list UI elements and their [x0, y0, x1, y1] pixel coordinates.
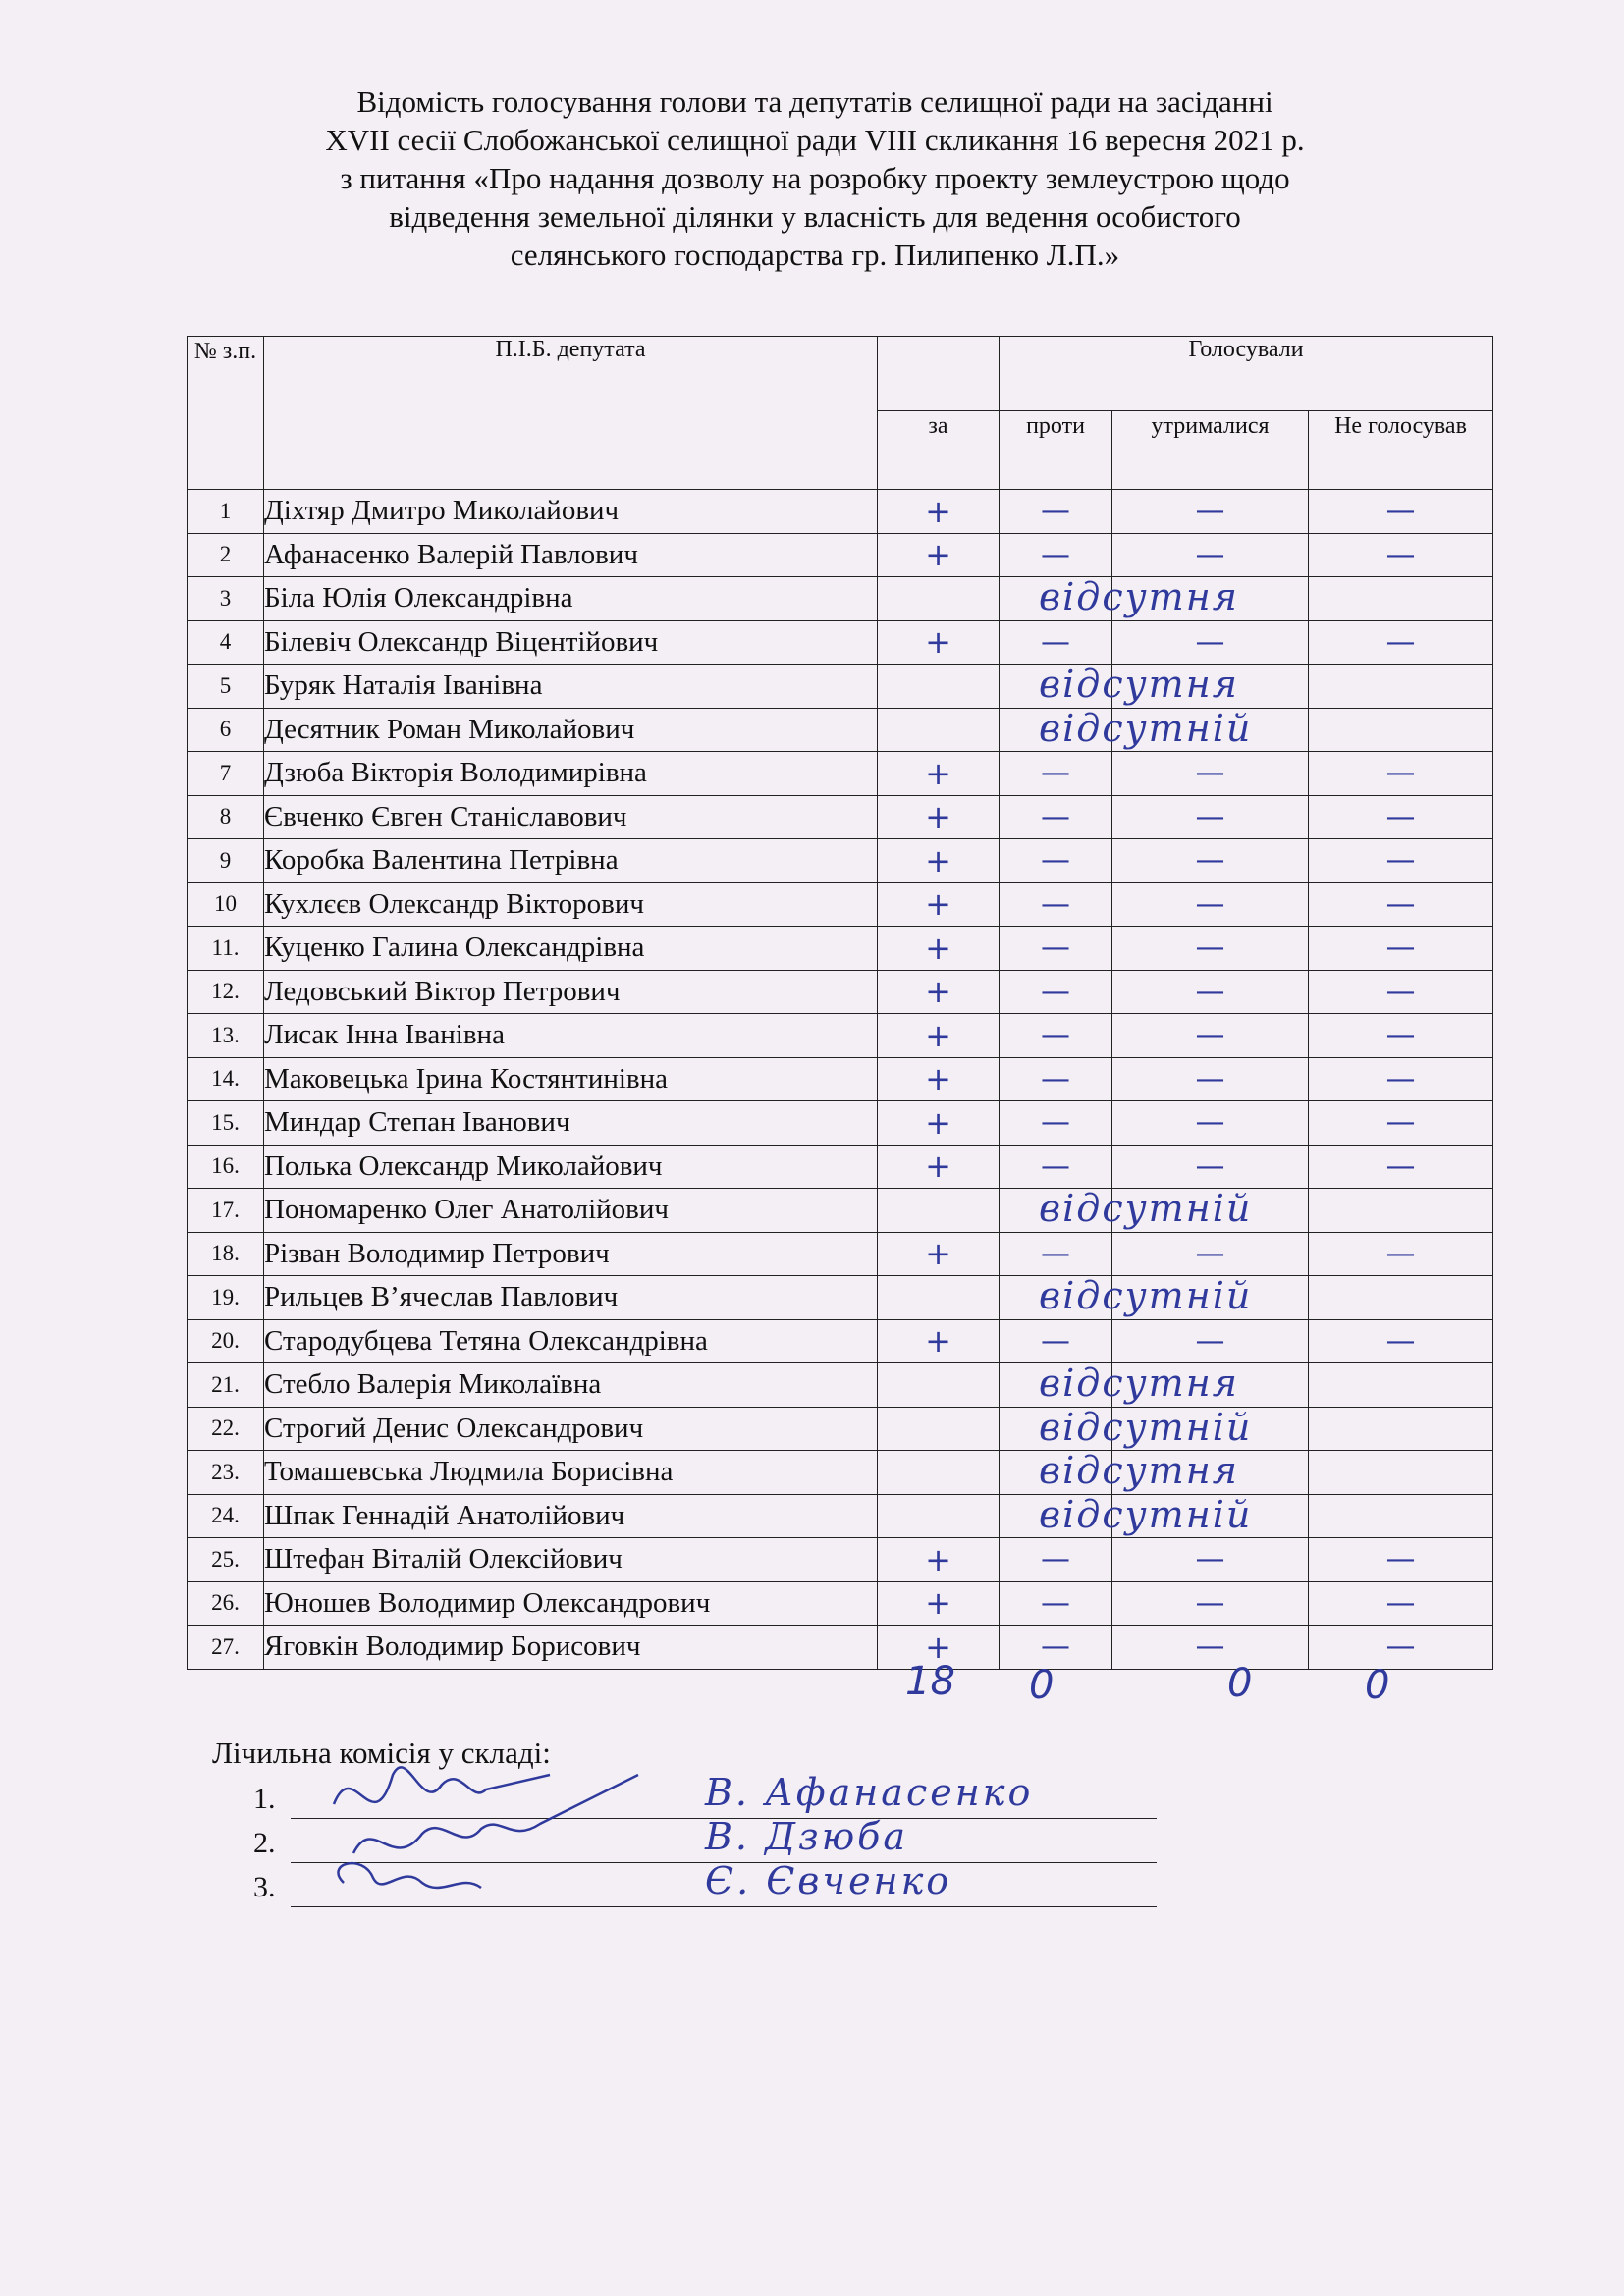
table-row [188, 1538, 1493, 1582]
for-cell [878, 1014, 1000, 1058]
absent-mark [878, 1276, 1000, 1320]
absent-mark [878, 1494, 1000, 1538]
deputy-name: Стебло Валерія Миколаївна [264, 1363, 878, 1408]
deputy-name: Білевіч Олександр Віцентійович [264, 620, 878, 665]
vote-not-voted-mark: — [1385, 1236, 1416, 1271]
table-row [188, 620, 1493, 665]
vote-not-voted-mark: — [1385, 494, 1416, 529]
abstained-cell [1112, 620, 1309, 665]
abstained-cell [1112, 1581, 1309, 1626]
for-cell [878, 1232, 1000, 1276]
deputy-name: Дзюба Вікторія Володимирівна [264, 752, 878, 796]
for-cell [878, 795, 1000, 839]
vote-for-mark: + [925, 1628, 951, 1666]
not-voted-cell [1309, 927, 1493, 971]
against-cell [1000, 927, 1112, 971]
header-number: № з.п. [188, 337, 264, 490]
vote-against-mark: — [1041, 1236, 1070, 1271]
table-row [188, 1057, 1493, 1101]
vote-against-mark: — [1041, 1105, 1070, 1141]
not-voted-cell [1309, 752, 1493, 796]
vote-not-voted-mark: — [1385, 1542, 1416, 1577]
header-for: за [878, 411, 1000, 490]
abstained-cell [1112, 1145, 1309, 1189]
table-row [188, 1014, 1493, 1058]
vote-for-mark: + [925, 1016, 951, 1054]
deputy-name: Рильцев В’ячеслав Павлович [264, 1276, 878, 1320]
not-voted-cell [1309, 490, 1493, 534]
vote-against-mark: — [1041, 624, 1070, 660]
absent-cell [1000, 575, 1239, 621]
row-number: 14. [188, 1057, 264, 1101]
not-voted-cell [1309, 533, 1493, 577]
deputy-name: Ледовський Віктор Петрович [264, 970, 878, 1014]
against-cell [1000, 839, 1112, 883]
row-number: 13. [188, 1014, 264, 1058]
row-number: 26. [188, 1581, 264, 1626]
vote-abstained-mark: — [1195, 1236, 1225, 1271]
vote-not-voted-mark: — [1385, 1323, 1416, 1359]
for-cell [878, 1581, 1000, 1626]
deputy-name: Строгий Денис Олександрович [264, 1407, 878, 1451]
against-cell [1000, 795, 1112, 839]
header-voted: Голосували [1000, 337, 1493, 411]
for-cell [878, 490, 1000, 534]
signature-3 [338, 1863, 481, 1888]
vote-against-mark: — [1041, 1148, 1070, 1184]
against-cell [1000, 1232, 1112, 1276]
deputy-name: Маковецька Ірина Костянтинівна [264, 1057, 878, 1101]
table-row [188, 490, 1493, 534]
table-row [188, 1451, 1493, 1495]
row-number: 27. [188, 1626, 264, 1670]
row-number: 22. [188, 1407, 264, 1451]
vote-against-mark: — [1041, 1542, 1070, 1577]
title-line: XVII сесії Слобожанської селищної ради VIII скликання 16 вересня 2021 р. [325, 123, 1305, 157]
voting-table [187, 336, 1493, 1670]
abstained-cell [1112, 1319, 1309, 1363]
vote-not-voted-mark: — [1385, 799, 1416, 834]
deputy-name: Юношев Володимир Олександрович [264, 1581, 878, 1626]
vote-for-mark: + [925, 623, 951, 662]
not-voted-cell [1309, 1101, 1493, 1146]
deputy-name: Томашевська Людмила Борисівна [264, 1451, 878, 1495]
against-cell [1000, 1057, 1112, 1101]
absent-cell [1000, 1362, 1239, 1408]
row-number: 7 [188, 752, 264, 796]
row-number: 16. [188, 1145, 264, 1189]
table-row [188, 1407, 1493, 1451]
absent-note: відсутня [1039, 663, 1239, 706]
against-cell [1000, 490, 1112, 534]
vote-for-mark: + [925, 1148, 951, 1186]
not-voted-cell [1309, 708, 1493, 752]
row-number: 17. [188, 1189, 264, 1233]
vote-for-mark: + [925, 1235, 951, 1273]
for-cell [878, 1057, 1000, 1101]
not-voted-cell [1309, 1014, 1493, 1058]
against-cell [1000, 533, 1112, 577]
deputy-name: Діхтяр Дмитро Миколайович [264, 490, 878, 534]
deputy-name: Десятник Роман Миколайович [264, 708, 878, 752]
row-number: 20. [188, 1319, 264, 1363]
row-number: 18. [188, 1232, 264, 1276]
table-row [188, 1581, 1493, 1626]
signature-1 [334, 1767, 550, 1804]
vote-against-mark: — [1041, 1018, 1070, 1053]
total-abstained: 0 [1227, 1661, 1253, 1706]
vote-for-mark: + [925, 1103, 951, 1142]
table-row [188, 752, 1493, 796]
vote-for-mark: + [925, 1584, 951, 1623]
row-number: 9 [188, 839, 264, 883]
vote-abstained-mark: — [1195, 1542, 1225, 1577]
row-number: 12. [188, 970, 264, 1014]
vote-not-voted-mark: — [1385, 537, 1416, 572]
commission-label: Лічильна комісія у складі: [212, 1735, 551, 1770]
abstained-cell [1112, 1101, 1309, 1146]
abstained-cell [1112, 839, 1309, 883]
row-number: 15. [188, 1101, 264, 1146]
absent-cell [1000, 1405, 1253, 1451]
deputy-name: Штефан Віталій Олексійович [264, 1538, 878, 1582]
deputy-name: Афанасенко Валерій Павлович [264, 533, 878, 577]
against-cell [1000, 1319, 1112, 1363]
absent-mark [878, 665, 1000, 709]
row-number: 5 [188, 665, 264, 709]
vote-totals [893, 1659, 1483, 1708]
for-cell [878, 970, 1000, 1014]
vote-not-voted-mark: — [1385, 1148, 1416, 1184]
vote-for-mark: + [925, 841, 951, 880]
deputy-name: Куценко Галина Олександрівна [264, 927, 878, 971]
vote-abstained-mark: — [1195, 974, 1225, 1009]
header-abstained: утрималися [1112, 411, 1309, 490]
deputy-name: Полька Олександр Миколайович [264, 1145, 878, 1189]
table-row [188, 927, 1493, 971]
member-number: 2. [253, 1827, 276, 1859]
for-cell [878, 1101, 1000, 1146]
member-number: 1. [253, 1783, 276, 1815]
not-voted-cell [1309, 1145, 1493, 1189]
table-row [188, 1232, 1493, 1276]
row-number: 1 [188, 490, 264, 534]
member-name: В. Афанасенко [705, 1771, 1034, 1814]
row-number: 10 [188, 882, 264, 927]
vote-for-mark: + [925, 973, 951, 1011]
table-row [188, 708, 1493, 752]
vote-not-voted-mark: — [1385, 1061, 1416, 1096]
row-number: 21. [188, 1363, 264, 1408]
abstained-cell [1112, 970, 1309, 1014]
vote-abstained-mark: — [1195, 494, 1225, 529]
against-cell [1000, 1145, 1112, 1189]
absent-note: відсутній [1039, 1187, 1253, 1230]
table-row [188, 795, 1493, 839]
total-not-voted: 0 [1365, 1663, 1390, 1708]
not-voted-cell [1309, 1538, 1493, 1582]
for-cell [878, 533, 1000, 577]
table-row [188, 1189, 1493, 1233]
total-against: 0 [1029, 1663, 1055, 1708]
vote-abstained-mark: — [1195, 1018, 1225, 1053]
vote-against-mark: — [1041, 756, 1070, 791]
vote-against-mark: — [1041, 799, 1070, 834]
not-voted-cell [1309, 1581, 1493, 1626]
vote-for-mark: + [925, 754, 951, 792]
deputy-name: Різван Володимир Петрович [264, 1232, 878, 1276]
against-cell [1000, 1581, 1112, 1626]
deputy-name: Пономаренко Олег Анатолійович [264, 1189, 878, 1233]
vote-abstained-mark: — [1195, 537, 1225, 572]
against-cell [1000, 1538, 1112, 1582]
for-cell [878, 752, 1000, 796]
not-voted-cell [1309, 1232, 1493, 1276]
against-cell [1000, 970, 1112, 1014]
against-cell [1000, 882, 1112, 927]
not-voted-cell [1309, 1276, 1493, 1320]
document-title [167, 82, 1463, 274]
vote-abstained-mark: — [1195, 1585, 1225, 1621]
member-name: Є. Євченко [705, 1859, 952, 1902]
abstained-cell [1112, 1057, 1309, 1101]
against-cell [1000, 1014, 1112, 1058]
abstained-cell [1112, 795, 1309, 839]
not-voted-cell [1309, 620, 1493, 665]
not-voted-cell [1309, 882, 1493, 927]
row-number: 2 [188, 533, 264, 577]
vote-not-voted-mark: — [1385, 843, 1416, 879]
not-voted-cell [1309, 795, 1493, 839]
abstained-cell [1112, 752, 1309, 796]
vote-abstained-mark: — [1195, 756, 1225, 791]
member-number: 3. [253, 1871, 276, 1903]
vote-abstained-mark: — [1195, 1105, 1225, 1141]
not-voted-cell [1309, 1057, 1493, 1101]
row-number: 23. [188, 1451, 264, 1495]
deputy-name: Лисак Інна Іванівна [264, 1014, 878, 1058]
not-voted-cell [1309, 1189, 1493, 1233]
absent-note: відсутній [1039, 1492, 1253, 1536]
absent-mark [878, 1407, 1000, 1451]
absent-note: відсутній [1039, 706, 1253, 750]
absent-note: відсутня [1039, 1362, 1239, 1405]
table-row [188, 882, 1493, 927]
handwritten-signatures [314, 1735, 727, 1912]
not-voted-cell [1309, 1494, 1493, 1538]
vote-abstained-mark: — [1195, 1148, 1225, 1184]
header-against: проти [1000, 411, 1112, 490]
row-number: 3 [188, 577, 264, 621]
absent-mark [878, 577, 1000, 621]
vote-not-voted-mark: — [1385, 624, 1416, 660]
header-name: П.І.Б. депутата [264, 337, 878, 490]
vote-abstained-mark: — [1195, 799, 1225, 834]
row-number: 4 [188, 620, 264, 665]
abstained-cell [1112, 882, 1309, 927]
vote-abstained-mark: — [1195, 1629, 1225, 1665]
abstained-cell [1112, 1538, 1309, 1582]
vote-abstained-mark: — [1195, 1323, 1225, 1359]
deputy-name: Біла Юлія Олександрівна [264, 577, 878, 621]
vote-not-voted-mark: — [1385, 756, 1416, 791]
for-cell [878, 1538, 1000, 1582]
vote-against-mark: — [1041, 931, 1070, 966]
vote-abstained-mark: — [1195, 931, 1225, 966]
table-row [188, 577, 1493, 621]
deputy-name: Стародубцева Тетяна Олександрівна [264, 1319, 878, 1363]
member-name: В. Дзюба [705, 1815, 909, 1858]
vote-for-mark: + [925, 1322, 951, 1361]
absent-note: відсутній [1039, 1274, 1253, 1317]
vote-not-voted-mark: — [1385, 1105, 1416, 1141]
absent-cell [1000, 1274, 1253, 1320]
table-row [188, 839, 1493, 883]
vote-not-voted-mark: — [1385, 1585, 1416, 1621]
for-cell [878, 1319, 1000, 1363]
table-row [188, 1363, 1493, 1408]
header-blank [878, 337, 1000, 411]
vote-against-mark: — [1041, 1585, 1070, 1621]
row-number: 8 [188, 795, 264, 839]
title-line: Відомість голосування голови та депутатів селищної ради на засіданні [356, 84, 1273, 119]
against-cell [1000, 620, 1112, 665]
for-cell [878, 839, 1000, 883]
vote-against-mark: — [1041, 1061, 1070, 1096]
deputy-name: Буряк Наталія Іванівна [264, 665, 878, 709]
not-voted-cell [1309, 665, 1493, 709]
for-cell [878, 620, 1000, 665]
against-cell [1000, 1101, 1112, 1146]
vote-against-mark: — [1041, 1629, 1070, 1665]
row-number: 24. [188, 1494, 264, 1538]
not-voted-cell [1309, 1451, 1493, 1495]
title-line: з питання «Про надання дозволу на розробку проекту землеустрою щодо [340, 161, 1290, 195]
vote-against-mark: — [1041, 537, 1070, 572]
vote-for-mark: + [925, 492, 951, 530]
table-row [188, 665, 1493, 709]
row-number: 19. [188, 1276, 264, 1320]
against-cell [1000, 752, 1112, 796]
total-for: 18 [905, 1659, 955, 1704]
absent-cell [1000, 1187, 1253, 1233]
vote-against-mark: — [1041, 1323, 1070, 1359]
vote-against-mark: — [1041, 886, 1070, 922]
not-voted-cell [1309, 1319, 1493, 1363]
absent-cell [1000, 1492, 1253, 1538]
table-row [188, 1145, 1493, 1189]
table-row [188, 1319, 1493, 1363]
vote-for-mark: + [925, 885, 951, 924]
absent-note: відсутня [1039, 575, 1239, 618]
absent-cell [1000, 1449, 1239, 1495]
not-voted-cell [1309, 839, 1493, 883]
vote-for-mark: + [925, 798, 951, 836]
absent-cell [1000, 663, 1239, 709]
vote-against-mark: — [1041, 494, 1070, 529]
absent-mark [878, 1363, 1000, 1408]
table-row [188, 1101, 1493, 1146]
absent-note: відсутня [1039, 1449, 1239, 1492]
not-voted-cell [1309, 1363, 1493, 1408]
abstained-cell [1112, 1232, 1309, 1276]
vote-abstained-mark: — [1195, 624, 1225, 660]
vote-not-voted-mark: — [1385, 886, 1416, 922]
header-not-voted: Не голосував [1309, 411, 1493, 490]
abstained-cell [1112, 1014, 1309, 1058]
absent-mark [878, 1189, 1000, 1233]
not-voted-cell [1309, 970, 1493, 1014]
table-row [188, 970, 1493, 1014]
table-row [188, 1276, 1493, 1320]
deputy-name: Коробка Валентина Петрівна [264, 839, 878, 883]
not-voted-cell [1309, 577, 1493, 621]
table-row [188, 1494, 1493, 1538]
title-line: відведення земельної ділянки у власність для ведення особистого [389, 199, 1241, 234]
vote-abstained-mark: — [1195, 886, 1225, 922]
deputy-name: Євченко Євген Станіславович [264, 795, 878, 839]
row-number: 11. [188, 927, 264, 971]
absent-cell [1000, 706, 1253, 752]
abstained-cell [1112, 490, 1309, 534]
vote-abstained-mark: — [1195, 843, 1225, 879]
vote-for-mark: + [925, 536, 951, 574]
vote-not-voted-mark: — [1385, 1629, 1416, 1665]
vote-not-voted-mark: — [1385, 974, 1416, 1009]
deputy-name: Шпак Геннадій Анатолійович [264, 1494, 878, 1538]
deputy-name: Яговкін Володимир Борисович [264, 1626, 878, 1670]
vote-for-mark: + [925, 1060, 951, 1098]
for-cell [878, 1145, 1000, 1189]
abstained-cell [1112, 927, 1309, 971]
deputy-name: Кухлєєв Олександр Вікторович [264, 882, 878, 927]
table-row [188, 533, 1493, 577]
vote-for-mark: + [925, 929, 951, 967]
vote-against-mark: — [1041, 843, 1070, 879]
title-line: селянського господарства гр. Пилипенко Л.П.» [510, 238, 1120, 272]
vote-abstained-mark: — [1195, 1061, 1225, 1096]
row-number: 25. [188, 1538, 264, 1582]
row-number: 6 [188, 708, 264, 752]
abstained-cell [1112, 533, 1309, 577]
vote-not-voted-mark: — [1385, 1018, 1416, 1053]
absent-mark [878, 708, 1000, 752]
for-cell [878, 927, 1000, 971]
absent-mark [878, 1451, 1000, 1495]
vote-for-mark: + [925, 1540, 951, 1578]
vote-not-voted-mark: — [1385, 931, 1416, 966]
deputy-name: Миндар Степан Іванович [264, 1101, 878, 1146]
not-voted-cell [1309, 1407, 1493, 1451]
for-cell [878, 882, 1000, 927]
absent-note: відсутній [1039, 1405, 1253, 1449]
vote-against-mark: — [1041, 974, 1070, 1009]
